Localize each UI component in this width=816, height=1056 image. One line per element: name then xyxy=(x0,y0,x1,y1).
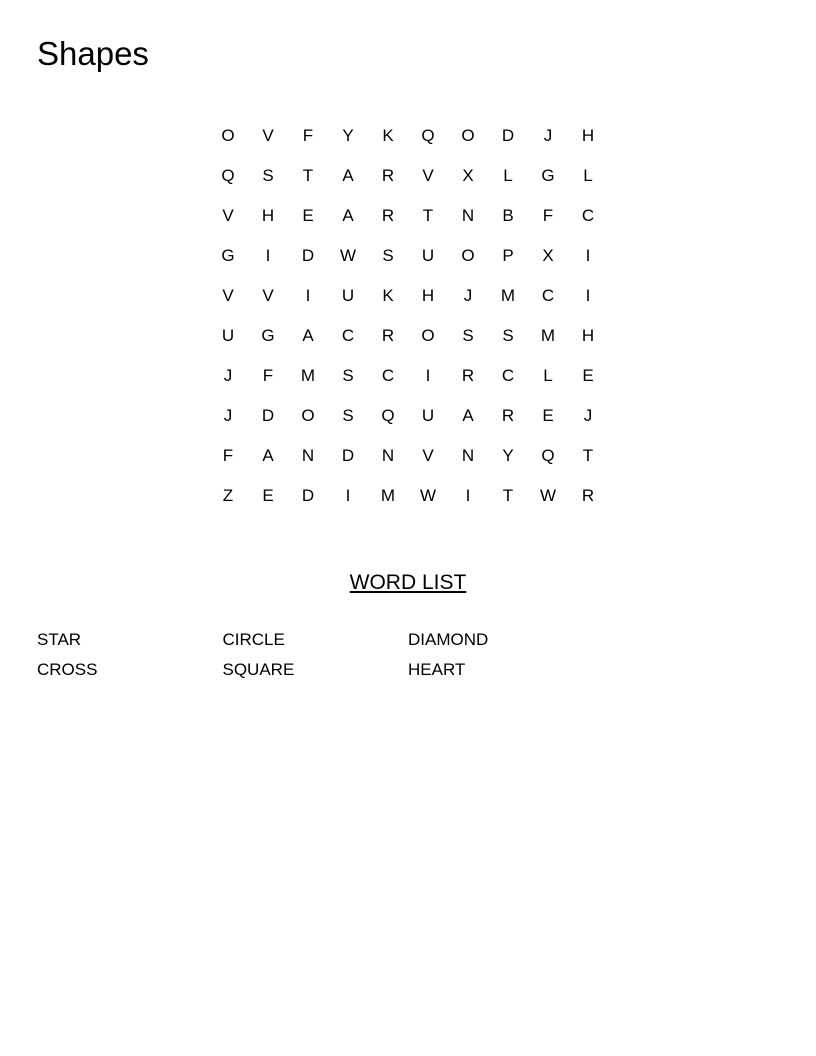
grid-cell: T xyxy=(302,165,314,185)
grid-cell: I xyxy=(305,285,311,305)
grid-cell: U xyxy=(421,405,435,425)
grid-cell: R xyxy=(581,485,595,505)
grid-cell: R xyxy=(501,405,515,425)
word-list-item: DIAMOND xyxy=(408,630,489,649)
word-list-item: STAR xyxy=(37,630,82,649)
grid-cell: T xyxy=(582,445,594,465)
grid-cell: N xyxy=(461,445,475,465)
grid-cell: W xyxy=(419,485,437,505)
grid-cell: E xyxy=(582,365,594,385)
grid-cell: G xyxy=(221,245,235,265)
grid-cell: E xyxy=(262,485,274,505)
grid-cell: I xyxy=(585,245,591,265)
grid-cell: I xyxy=(425,365,431,385)
grid-cell: L xyxy=(543,365,553,385)
grid-cell: V xyxy=(222,205,234,225)
grid-cell: A xyxy=(302,325,314,345)
grid-cell: V xyxy=(262,125,274,145)
grid-cell: Q xyxy=(381,405,395,425)
grid-cell: D xyxy=(341,445,355,465)
grid-cell: T xyxy=(502,485,514,505)
grid-cell: O xyxy=(301,405,315,425)
grid-cell: F xyxy=(262,365,274,385)
grid-cell: H xyxy=(581,125,595,145)
grid-cell: S xyxy=(462,325,474,345)
grid-cell: S xyxy=(382,245,394,265)
grid-cell: L xyxy=(503,165,513,185)
grid-cell: I xyxy=(465,485,471,505)
grid-cell: D xyxy=(501,125,515,145)
grid-cell: V xyxy=(262,285,274,305)
grid-cell: D xyxy=(301,245,315,265)
grid-cell: G xyxy=(541,165,555,185)
grid-cell: H xyxy=(261,205,275,225)
grid-cell: W xyxy=(539,485,557,505)
grid-cell: I xyxy=(345,485,351,505)
grid-cell: P xyxy=(502,245,514,265)
grid-cell: S xyxy=(342,405,354,425)
grid-cell: A xyxy=(462,405,474,425)
grid-cell: R xyxy=(381,205,395,225)
grid-cell: M xyxy=(300,365,316,385)
grid-cell: J xyxy=(583,405,593,425)
grid-cell: H xyxy=(581,325,595,345)
grid-cell: F xyxy=(302,125,314,145)
grid-cell: G xyxy=(261,325,275,345)
grid-cell: Q xyxy=(541,445,555,465)
grid-cell: Q xyxy=(221,165,235,185)
grid-cell: M xyxy=(500,285,516,305)
grid-cell: C xyxy=(581,205,595,225)
grid-cell: C xyxy=(381,365,395,385)
page-title: Shapes xyxy=(37,35,149,72)
grid-cell: Y xyxy=(502,445,514,465)
grid-cell: A xyxy=(262,445,274,465)
grid-cell: B xyxy=(502,205,514,225)
word-list-item: SQUARE xyxy=(222,660,295,679)
grid-cell: A xyxy=(342,205,354,225)
grid-cell: K xyxy=(382,285,394,305)
grid-cell: I xyxy=(265,245,271,265)
grid-cell: Z xyxy=(222,485,234,505)
grid-cell: T xyxy=(422,205,434,225)
grid-cell: J xyxy=(543,125,553,145)
grid-cell: O xyxy=(221,125,235,145)
grid-cell: S xyxy=(342,365,354,385)
grid-cell: H xyxy=(421,285,435,305)
grid-cell: D xyxy=(261,405,275,425)
grid-cell: O xyxy=(421,325,435,345)
word-list-heading: WORD LIST xyxy=(349,571,467,594)
grid-cell: C xyxy=(541,285,555,305)
grid-cell: F xyxy=(542,205,554,225)
grid-cell: V xyxy=(222,285,234,305)
grid-cell: A xyxy=(342,165,354,185)
grid-cell: U xyxy=(421,245,435,265)
grid-cell: I xyxy=(585,285,591,305)
grid-cell: C xyxy=(341,325,355,345)
word-search-grid xyxy=(208,115,608,515)
grid-cell: M xyxy=(540,325,556,345)
grid-cell: S xyxy=(262,165,274,185)
grid-cell: V xyxy=(422,165,434,185)
grid-cell: X xyxy=(462,165,474,185)
grid-cell: F xyxy=(222,445,234,465)
grid-cell: N xyxy=(301,445,315,465)
grid-cell: N xyxy=(461,205,475,225)
grid-cell: C xyxy=(501,365,515,385)
grid-cell: N xyxy=(381,445,395,465)
grid-cell: E xyxy=(302,205,314,225)
grid-cell: O xyxy=(461,125,475,145)
grid-cell: J xyxy=(463,285,473,305)
grid-cell: D xyxy=(301,485,315,505)
word-list xyxy=(37,628,594,688)
word-list-item: CROSS xyxy=(37,660,98,679)
grid-cell: J xyxy=(223,405,233,425)
grid-cell: E xyxy=(542,405,554,425)
grid-cell: U xyxy=(221,325,235,345)
grid-cell: M xyxy=(380,485,396,505)
grid-cell: U xyxy=(341,285,355,305)
grid-cell: R xyxy=(381,325,395,345)
grid-cell: Q xyxy=(421,125,435,145)
grid-cell: K xyxy=(382,125,394,145)
grid-cell: R xyxy=(461,365,475,385)
word-list-item: HEART xyxy=(408,660,466,679)
grid-cell: R xyxy=(381,165,395,185)
grid-cell: S xyxy=(502,325,514,345)
grid-cell: X xyxy=(542,245,554,265)
grid-cell: J xyxy=(223,365,233,385)
grid-cell: Y xyxy=(342,125,354,145)
grid-cell: L xyxy=(583,165,593,185)
grid-cell: W xyxy=(339,245,357,265)
word-list-item: CIRCLE xyxy=(222,630,285,649)
grid-cell: O xyxy=(461,245,475,265)
grid-cell: V xyxy=(422,445,434,465)
